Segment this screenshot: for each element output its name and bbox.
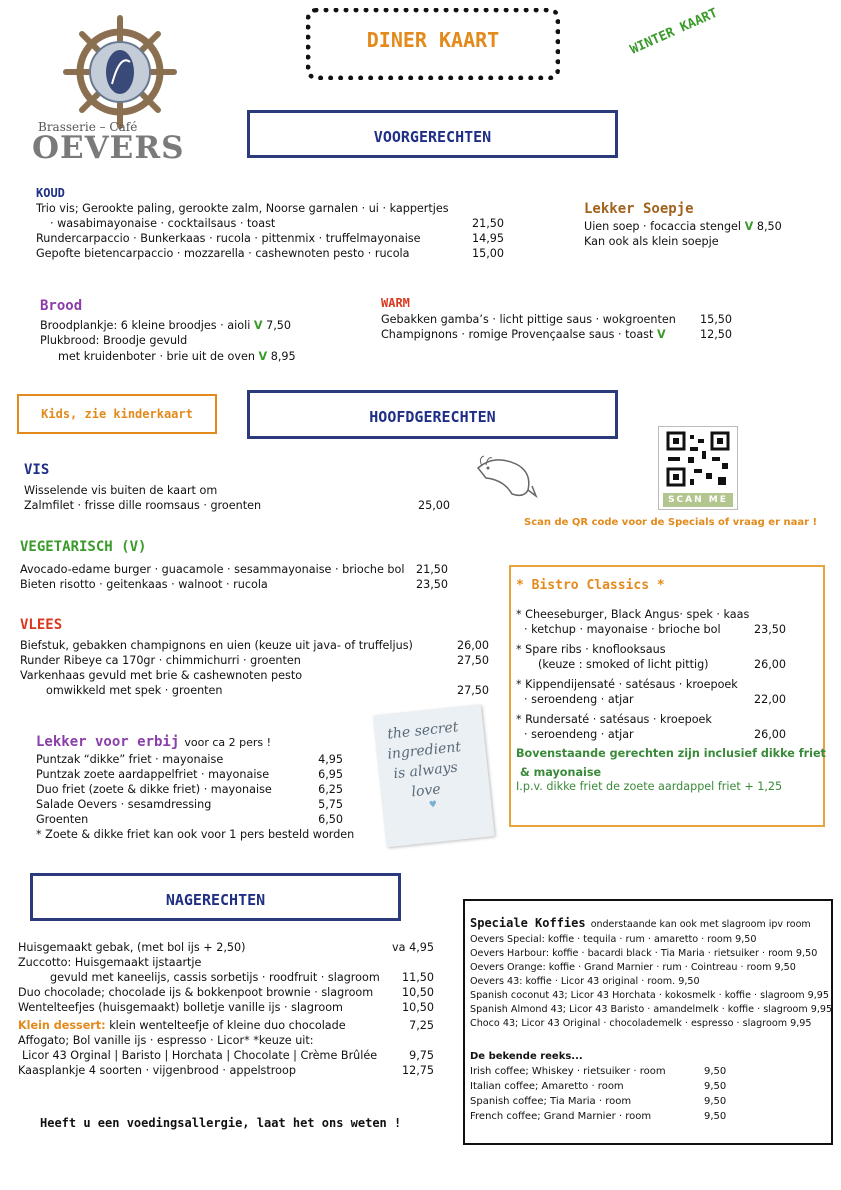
koffie-item: Oevers Orange: koffie · Grand Marnier · rum · Cointreau · room 9,50 xyxy=(470,962,796,973)
bistro-item: * Spare ribs · knoflooksaus xyxy=(516,643,666,656)
scan-me-label: SCAN ME xyxy=(663,493,733,507)
dessert-item: Zuccotto: Huisgemaakt ijstaartje xyxy=(18,956,202,969)
vis-title: VIS xyxy=(24,462,50,478)
dessert-item: Klein dessert: klein wentelteefje of kleine duo chocolade xyxy=(18,1019,346,1032)
vegetarisch-item: Avocado-edame burger · guacamole · sesammayonaise · brioche bol xyxy=(20,563,405,576)
bistro-item: · seroendeng · atjar xyxy=(524,728,634,741)
brood-title: Brood xyxy=(40,298,83,314)
erbij-price: 6,50 xyxy=(318,813,343,826)
reeks-item: Spanish coffee; Tia Maria · room xyxy=(470,1096,632,1107)
erbij-item: Salade Oevers · sesamdressing xyxy=(36,798,212,811)
bistro-item: · ketchup · mayonaise · brioche bol xyxy=(524,623,721,636)
erbij-item: Groenten xyxy=(36,813,89,826)
vlees-item: Biefstuk, gebakken champignons en uien (keuze uit java- of truffeljus) xyxy=(20,639,413,652)
erbij-price: 6,25 xyxy=(318,783,343,796)
koffie-item: Oevers 43: koffie · Licor 43 original · room. 9,50 xyxy=(470,976,700,987)
bistro-price: 22,00 xyxy=(753,693,786,706)
bistro-note: & mayonaise xyxy=(520,766,602,779)
koud-item: Gepofte bietencarpaccio · mozzarella · cashewnoten pesto · rucola xyxy=(36,247,410,260)
fish-icon xyxy=(474,450,540,500)
vlees-price: 27,50 xyxy=(456,684,489,697)
soep-title: Lekker Soepje xyxy=(584,201,694,217)
bistro-item: (keuze : smoked of licht pittig) xyxy=(538,658,709,671)
vegetarisch-price: 23,50 xyxy=(415,578,448,591)
hoofdgerechten-header: HOOFDGERECHTEN xyxy=(247,390,618,439)
brood-line: met kruidenboter · brie uit de oven V 8,95 xyxy=(58,350,296,363)
koffie-item: Spanish Almond 43; Licor 43 Baristo · amandelmelk · koffie · slagroom 9,95 xyxy=(470,1004,833,1015)
dessert-price: 11,50 xyxy=(401,971,434,984)
erbij-price: 5,75 xyxy=(318,798,343,811)
bistro-price: 26,00 xyxy=(753,658,786,671)
erbij-price: 4,95 xyxy=(318,753,343,766)
koud-item: · wasabimayonaise · cocktailsaus · toast xyxy=(50,217,276,230)
vlees-price: 27,50 xyxy=(456,654,489,667)
dessert-price: 9,75 xyxy=(409,1049,434,1062)
erbij-note: * Zoete & dikke friet kan ook voor 1 pers besteld worden xyxy=(36,828,355,841)
reeks-price: 9,50 xyxy=(704,1111,727,1122)
vis-item: Wisselende vis buiten de kaart om xyxy=(24,484,218,497)
bistro-item: * Kippendijensaté · satésaus · kroepoek xyxy=(516,678,738,691)
vegetarisch-item: Bieten risotto · geitenkaas · walnoot · rucola xyxy=(20,578,268,591)
vlees-title: VLEES xyxy=(20,617,63,633)
soep-line: Kan ook als klein soepje xyxy=(584,235,719,248)
reeks-price: 9,50 xyxy=(704,1066,727,1077)
vegetarian-check-icon: V xyxy=(129,539,139,555)
brood-line: Broodplankje: 6 kleine broodjes · aioli V 7,50 xyxy=(40,319,292,332)
reeks-price: 9,50 xyxy=(704,1096,727,1107)
vegetarian-check-icon: V xyxy=(258,350,268,363)
bistro-title: * Bistro Classics * xyxy=(516,578,665,593)
erbij-item: Puntzak zoete aardappelfriet · mayonaise xyxy=(36,768,270,781)
dessert-price: 10,50 xyxy=(401,986,434,999)
warm-item: Gebakken gamba’s · licht pittige saus · wokgroenten xyxy=(381,313,676,326)
dessert-price: 7,25 xyxy=(409,1019,434,1032)
dessert-item: gevuld met kaneelijs, cassis sorbetijs · roodfruit · slagroom xyxy=(50,971,380,984)
dessert-item: Affogato; Bol vanille ijs · espresso · Licor* *keuze uit: xyxy=(18,1034,314,1047)
dessert-item: Wentelteefjes (huisgemaakt) bolletje vanille ijs · slagroom xyxy=(18,1001,343,1014)
koffie-item: Oevers Harbour: koffie · bacardi black · Tia Maria · rietsuiker · room 9,50 xyxy=(470,948,818,959)
vegetarian-check-icon: V xyxy=(744,220,754,233)
dessert-price: 12,75 xyxy=(401,1064,434,1077)
secret-ingredient-card: the secret ingredient is always love ♥ xyxy=(373,705,494,848)
erbij-item: Puntzak “dikke” friet · mayonaise xyxy=(36,753,224,766)
dessert-price: va 4,95 xyxy=(392,941,434,954)
bistro-item: · seroendeng · atjar xyxy=(524,693,634,706)
koud-item: Trio vis; Gerookte paling, gerookte zalm, Noorse garnalen · ui · kappertjes xyxy=(36,202,449,215)
reeks-title: De bekende reeks... xyxy=(470,1051,583,1062)
bistro-price: 23,50 xyxy=(753,623,786,636)
brood-line: Plukbrood: Broodje gevuld xyxy=(40,334,188,347)
bistro-note: I.p.v. dikke friet de zoete aardappel friet + 1,25 xyxy=(516,780,783,793)
erbij-title: Lekker voor erbij voor ca 2 pers ! xyxy=(36,734,272,750)
koffies-title: Speciale Koffies onderstaande kan ook met slagroom ipv room xyxy=(470,916,811,930)
vlees-item: omwikkeld met spek · groenten xyxy=(46,684,223,697)
bistro-item: * Rundersaté · satésaus · kroepoek xyxy=(516,713,712,726)
dessert-item: Huisgemaakt gebak, (met bol ijs + 2,50) xyxy=(18,941,246,954)
nagerechten-header: NAGERECHTEN xyxy=(30,873,401,921)
warm-price: 12,50 xyxy=(699,328,732,341)
allergy-notice: Heeft u een voedingsallergie, laat het ons weten ! xyxy=(40,1116,402,1130)
vis-item: Zalmfilet · frisse dille roomsaus · groenten xyxy=(24,499,262,512)
vis-price: 25,00 xyxy=(417,499,450,512)
season-label: WINTER KAART xyxy=(628,5,720,58)
vlees-price: 26,00 xyxy=(456,639,489,652)
logo-subtitle: Brasserie – Café xyxy=(38,120,138,134)
kids-note: Kids, zie kinderkaart xyxy=(17,394,217,434)
dessert-item: Duo chocolade; chocolade ijs & bokkenpoot brownie · slagroom xyxy=(18,986,374,999)
koud-item: Rundercarpaccio · Bunkerkaas · rucola · pittenmix · truffelmayonaise xyxy=(36,232,421,245)
dessert-price: 10,50 xyxy=(401,1001,434,1014)
heart-icon: ♥ xyxy=(428,799,438,811)
warm-item: Champignons · romige Provençaalse saus · toast V xyxy=(381,328,666,341)
soep-line: Uien soep · focaccia stengel V 8,50 xyxy=(584,220,782,233)
warm-title: WARM xyxy=(381,296,410,310)
reeks-item: Italian coffee; Amaretto · room xyxy=(470,1081,624,1092)
koud-title: KOUD xyxy=(36,186,65,200)
logo xyxy=(30,14,210,166)
vegetarian-check-icon: V xyxy=(656,328,666,341)
dessert-item: Kaasplankje 4 soorten · vijgenbrood · appelstroop xyxy=(18,1064,296,1077)
erbij-price: 6,95 xyxy=(318,768,343,781)
koud-price: 15,00 xyxy=(471,247,504,260)
koud-price: 21,50 xyxy=(471,217,504,230)
reeks-item: French coffee; Grand Marnier · room xyxy=(470,1111,652,1122)
voorgerechten-header: VOORGERECHTEN xyxy=(247,110,618,158)
koud-price: 14,95 xyxy=(471,232,504,245)
koffie-item: Choco 43; Licor 43 Original · chocolademelk · espresso · slagroom 9,95 xyxy=(470,1018,812,1029)
vegetarian-check-icon: V xyxy=(253,319,263,332)
koffie-item: Spanish coconut 43; Licor 43 Horchata · kokosmelk · koffie · slagroom 9,95 xyxy=(470,990,829,1001)
dessert-item: Licor 43 Orginal | Baristo | Horchata | Chocolate | Crème Brûlée xyxy=(22,1049,378,1062)
vlees-item: Varkenhaas gevuld met brie & cashewnoten pesto xyxy=(20,669,303,682)
vegetarisch-price: 21,50 xyxy=(415,563,448,576)
bistro-price: 26,00 xyxy=(753,728,786,741)
reeks-price: 9,50 xyxy=(704,1081,727,1092)
ship-wheel-icon xyxy=(30,14,210,134)
qr-caption: Scan de QR code voor de Specials of vraag er naar ! xyxy=(524,517,818,528)
koffie-item: Oevers Special: koffie · tequila · rum · amaretto · room 9,50 xyxy=(470,934,757,945)
vlees-item: Runder Ribeye ca 170gr · chimmichurri · groenten xyxy=(20,654,301,667)
reeks-item: Irish coffee; Whiskey · rietsuiker · room xyxy=(470,1066,666,1077)
page-title: DINER KAART xyxy=(366,28,500,52)
warm-price: 15,50 xyxy=(699,313,732,326)
bistro-note: Bovenstaande gerechten zijn inclusief dikke friet xyxy=(516,747,826,760)
erbij-item: Duo friet (zoete & dikke friet) · mayonaise xyxy=(36,783,272,796)
bistro-item: * Cheeseburger, Black Angus· spek · kaas xyxy=(516,608,750,621)
qr-code xyxy=(658,426,738,510)
logo-name: OEVERS xyxy=(32,130,185,166)
vegetarisch-title: VEGETARISCH (V) xyxy=(20,539,147,555)
